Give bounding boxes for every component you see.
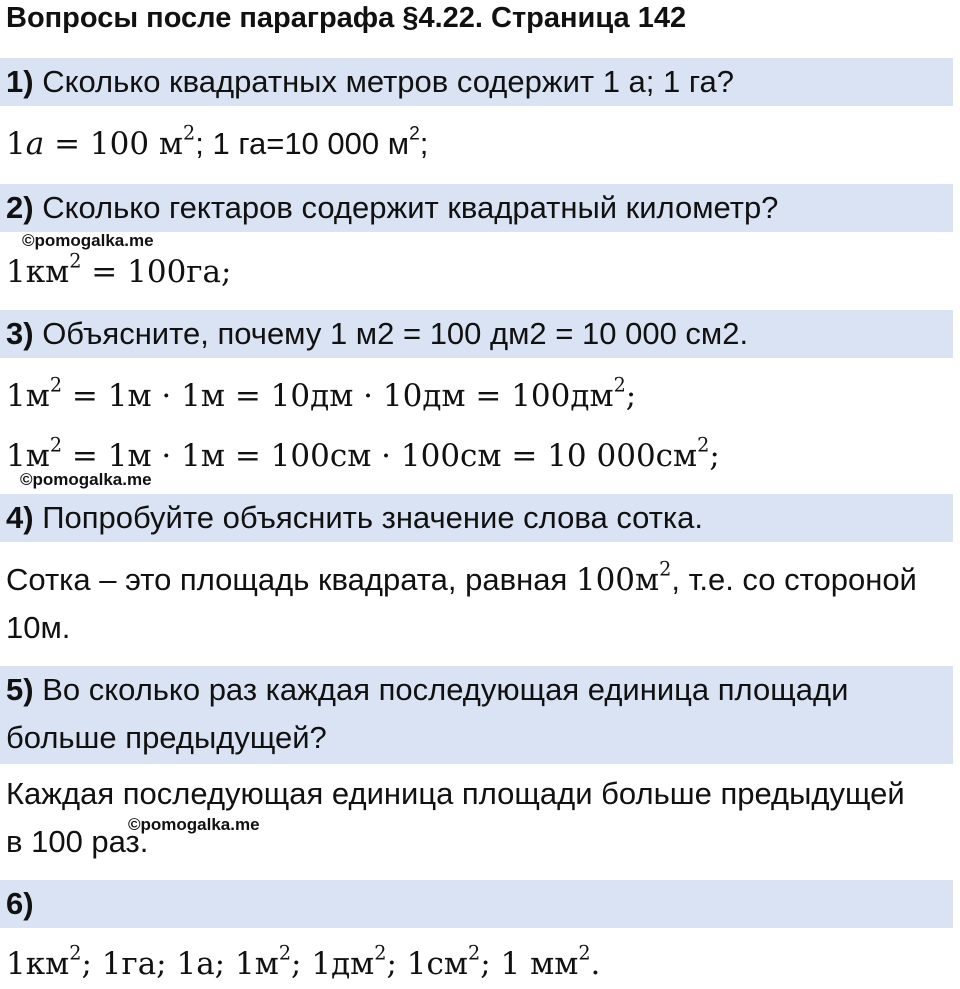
question-4 [6,494,703,542]
watermark-2: ©pomogalka.me [20,470,152,489]
watermark-3: ©pomogalka.me [128,815,260,834]
answer-3-line-1: $1м^2 = 1м \cdot 1м = 10дм \cdot 10дм = 100дм^2$; [6,373,637,414]
question-5-text: Во сколько раз каждая последующая единица площади [33,672,849,707]
question-1 [6,58,734,106]
answer-2 [6,248,231,296]
answer-1: 1a = 100 $м^2$; 1 га=10 000 $м^2$; [6,121,429,162]
question-6 [6,880,34,928]
answer-5-line-2: в 100 раз. [6,824,149,859]
question-3 [6,310,748,358]
answer-3-line-2: $1м^2 = 1м \cdot 1м = 100см \cdot 100см = 10$ $000см^2$; [6,433,720,474]
question-6-bar [0,880,953,928]
question-2 [6,184,778,232]
question-6-number: 6) [6,886,34,921]
answer-4-line-1: Сотка – это площадь квадрата, равная $100м^2$, т.е. со стороной [6,557,917,598]
page-title: Вопросы после параграфа §4.22. Страница 142 [6,2,687,34]
question-5-number: 5) [6,672,34,707]
answer-5-line-1: Каждая последующая единица площади больше предыдущей [6,776,905,811]
question-2-text: Сколько гектаров содержит квадратный километр? [33,190,779,225]
question-1-text: Сколько квадратных метров содержит 1 а; 1 га? [33,64,734,99]
question-3-number: 3) [6,316,34,351]
watermark-1: ©pomogalka.me [22,231,154,250]
question-5-line-1 [6,666,848,714]
question-2-number: 2) [6,190,34,225]
question-4-number: 4) [6,500,34,535]
answer-1-math: 1a = 100 $м^2$ [6,121,196,162]
answer-4-line-2: 10м. [6,610,71,645]
question-4-text: Попробуйте объяснить значение слова сотка. [33,500,704,535]
answer-2-math: $1км^2 = 100га$; [6,249,232,290]
question-1-number: 1) [6,64,34,99]
question-5-line-2: больше предыдущей? [6,720,327,755]
question-3-text: Объясните, почему 1 м2 = 100 дм2 = 10 000 см2. [33,316,749,351]
answer-6: $1км^2$; 1га; 1а; $1м^2$; $1дм^2$; $1см^2$; 1 $мм^2$. [6,941,601,982]
